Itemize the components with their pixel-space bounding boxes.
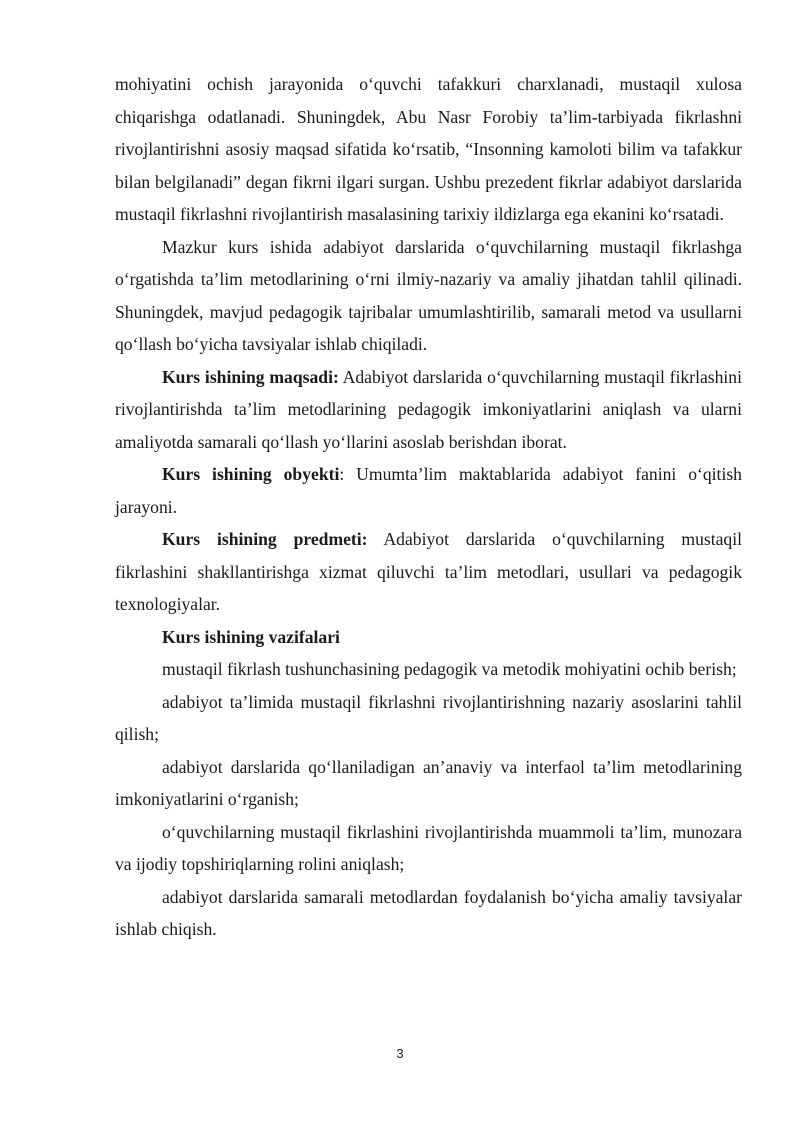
heading-course-tasks-label: Kurs ishining vazifalari bbox=[162, 626, 340, 647]
paragraph-course-goal bbox=[115, 361, 742, 459]
heading-course-tasks bbox=[115, 621, 742, 654]
text-course-object: : Umumta’lim maktablarida adabiyot fanini o‘qitish jarayoni. bbox=[115, 464, 742, 517]
paragraph-course-object bbox=[115, 458, 742, 523]
heading-course-subject: Kurs ishining predmeti: bbox=[162, 529, 368, 549]
paragraph-course-subject bbox=[115, 523, 742, 621]
heading-course-goal: Kurs ishining maqsadi: bbox=[162, 366, 339, 387]
task-item: adabiyot darslarida samarali metodlardan foydalanish bo‘yicha amaliy tavsiyalar ishlab chiqish. bbox=[115, 886, 742, 939]
task-item: o‘quvchilarning mustaqil fikrlashini rivojlantirishda muammoli ta’lim, munozara va ijodiy topshiriqlarning rolini aniqlash; bbox=[115, 821, 742, 874]
paragraph-course-overview: Mazkur kurs ishida adabiyot darslarida o‘quvchilarning mustaqil fikrlashga o‘rgatishda ta’lim metodlarining o‘rni ilmiy-nazariy va amaliy jihatdan tahlil qilinadi. Shuningdek, mavjud pedagogik tajribalar umumlashtirilib, samarali metod va usullarni qo‘llash bo‘yicha tavsiyalar ishlab chiqiladi. bbox=[115, 236, 742, 354]
text-course-goal: Adabiyot darslarida o‘quvchilarning mustaqil fikrlashini rivojlantirishda ta’lim metodlarining pedagogik imkoniyatlarini aniqlash va ularni amaliyotda samarali qo‘llash yo‘llarini asoslab berishdan iborat. bbox=[115, 366, 742, 452]
task-item: adabiyot ta’limida mustaqil fikrlashni rivojlantirishning nazariy asoslarini tahlil qilish; bbox=[115, 691, 742, 744]
heading-course-object: Kurs ishining obyekti bbox=[162, 464, 340, 484]
task-item: mustaqil fikrlash tushunchasining pedagogik va metodik mohiyatini ochib berish; bbox=[162, 659, 737, 679]
paragraph-continuation: mohiyatini ochish jarayonida o‘quvchi tafakkuri charxlanadi, mustaqil xulosa chiqarishga odatlanadi. Shuningdek, Abu Nasr Forobiy ta’lim-tarbiyada fikrlashni rivojlantirishni asosiy maqsad sifatida ko‘rsatib, “Insonning kamoloti bilim va tafakkur bilan belgilanadi” degan fikrni ilgari surgan. Ushbu prezedent fikrlar adabiyot darslarida mustaqil fikrlashni rivojlantirish masalasining tarixiy ildizlarga ega ekanini ko‘rsatadi. bbox=[115, 74, 742, 224]
page-number: 3 bbox=[396, 1046, 404, 1061]
page-body bbox=[115, 68, 742, 946]
task-item: adabiyot darslarida qo‘llaniladigan an’anaviy va interfaol ta’lim metodlarining imkoniyatlarini o‘rganish; bbox=[115, 756, 742, 809]
text-course-subject: Adabiyot darslarida o‘quvchilarning mustaqil fikrlashini shakllantirishga xizmat qiluvchi ta’lim metodlari, usullari va pedagogik texnologiyalar. bbox=[115, 529, 743, 614]
